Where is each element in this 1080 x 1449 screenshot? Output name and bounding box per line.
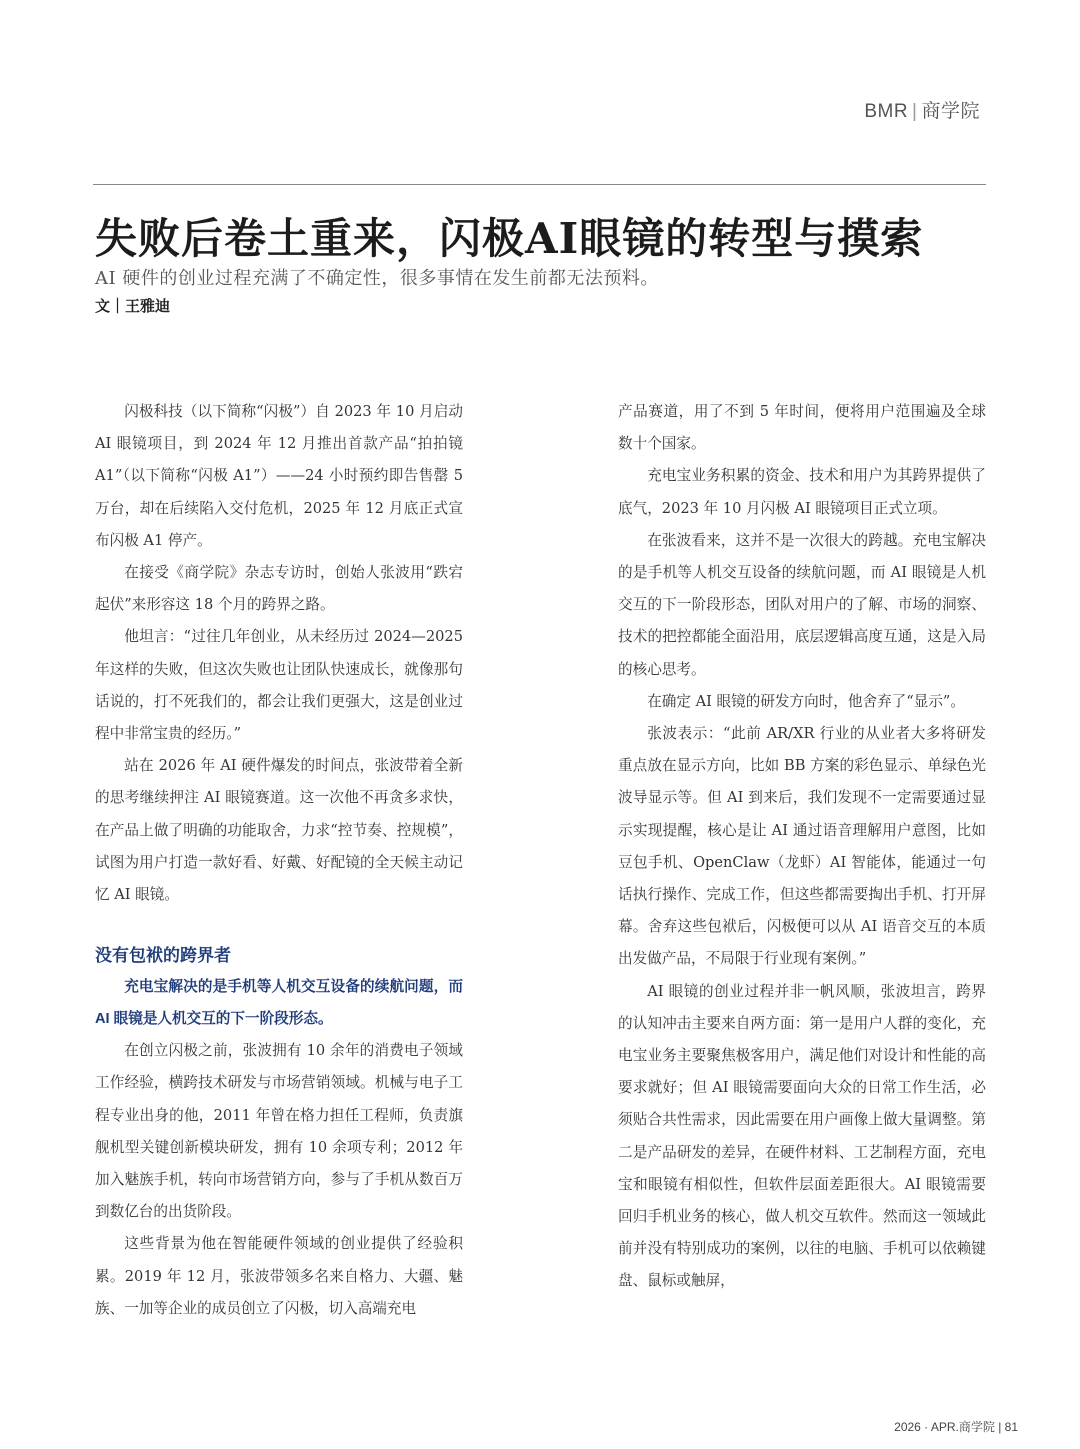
section-name: 商学院 bbox=[921, 101, 980, 122]
paragraph: 在创立闪极之前，张波拥有 10 余年的消费电子领域工作经验，横跨技术研发与市场营销领域。机械与电子工程专业出身的他，2011 年曾在格力担任工程师，负责旗舰机型关键创新模块研发，拥有 10 余项专利；2012 年加入魅族手机，转向市场营销方向，参与了手机从数百万到数亿台的出货阶段。 bbox=[95, 1042, 463, 1221]
masthead-divider: | bbox=[912, 101, 918, 122]
brand-name: BMR bbox=[864, 101, 909, 122]
paragraph: 在接受《商学院》杂志专访时，创始人张波用“跌宕起伏”来形容这 18 个月的跨界之路。 bbox=[95, 564, 463, 614]
header-rule bbox=[93, 184, 986, 185]
byline: 文｜王雅迪 bbox=[95, 298, 171, 315]
paragraph: 在确定 AI 眼镜的研发方向时，他舍弃了“显示”。 bbox=[647, 692, 965, 710]
paragraph: AI 眼镜的创业过程并非一帆风顺，张波坦言，跨界的认知冲击主要来自两方面：第一是用户人群的变化，充电宝业务主要聚焦极客用户，满足他们对设计和性能的高要求就好；但 AI 眼镜需要面向大众的日常工作生活，必须贴合共性需求，因此需要在用户画像上做大量调整。第二是产品研发的差异，在硬件材料、工艺制程方面，充电宝和眼镜有相似性，但软件层面差距很大。AI 眼镜需要回归手机业务的核心，做人机交互软件。然而这一领域此前并没有特别成功的案例，以往的电脑、手机可以依赖键盘、鼠标或触屏， bbox=[618, 982, 986, 1290]
article-subtitle: AI 硬件的创业过程充满了不确定性，很多事情在发生前都无法预料。 bbox=[95, 268, 659, 289]
paragraph: 闪极科技（以下简称“闪极”）自 2023 年 10 月启动 AI 眼镜项目，到 2024 年 12 月推出首款产品“拍拍镜 A1”（以下简称“闪极 A1”）——24 小时预约即告售罄 5 万台，却在后续陷入交付危机，2025 年 12 月底正式宣布闪极 A1 停产。 bbox=[95, 403, 463, 549]
paragraph: 在张波看来，这并不是一次很大的跨越。充电宝解决的是手机等人机交互设备的续航问题，而 AI 眼镜是人机交互的下一阶段形态，团队对用户的了解、市场的洞察、技术的把控都能全面沿用，底层逻辑高度互通，这是入局的核心思考。 bbox=[618, 531, 986, 678]
article-title: 失败后卷土重来，闪极AI眼镜的转型与摸索 bbox=[95, 214, 924, 263]
section-lead: 充电宝解决的是手机等人机交互设备的续航问题，而 AI 眼镜是人机交互的下一阶段形态。 bbox=[95, 979, 463, 1028]
masthead bbox=[864, 96, 980, 123]
paragraph: 这些背景为他在智能硬件领域的创业提供了经验积累。2019 年 12 月，张波带领多名来自格力、大疆、魅族、一加等企业的成员创立了闪极，切入高端充电 bbox=[95, 1235, 463, 1317]
paragraph: 他坦言：“过往几年创业，从未经历过 2024—2025 年这样的失败，但这次失败也让团队快速成长，就像那句话说的，打不死我们的，都会让我们更强大，这是创业过程中非常宝贵的经历。” bbox=[95, 628, 463, 743]
left-column bbox=[95, 396, 463, 1325]
section-heading: 没有包袱的跨界者 bbox=[95, 946, 231, 966]
paragraph: 张波表示：“此前 AR/XR 行业的从业者大多将研发重点放在显示方向，比如 BB 方案的彩色显示、单绿色光波导显示等。但 AI 到来后，我们发现不一定需要通过显示实现提醒，核心是让 AI 通过语音理解用户意图，比如豆包手机、OpenClaw（龙虾）AI 智能体，能通过一句话执行操作、完成工作，但这些都需要掏出手机、打开屏幕。舍弃这些包袱后，闪极便可以从 AI 语音交互的本质出发做产品，不局限于行业现有案例。” bbox=[618, 725, 986, 968]
paragraph: 充电宝业务积累的资金、技术和用户为其跨界提供了底气，2023 年 10 月闪极 AI 眼镜项目正式立项。 bbox=[618, 467, 986, 517]
paragraph-continued: 产品赛道，用了不到 5 年时间，便将用户范围遍及全球数十个国家。 bbox=[618, 403, 986, 453]
right-column bbox=[618, 396, 986, 1298]
page-footer: 2026 · APR.商学院 | 81 bbox=[894, 1420, 1018, 1434]
paragraph: 站在 2026 年 AI 硬件爆发的时间点，张波带着全新的思考继续押注 AI 眼镜赛道。这一次他不再贪多求快，在产品上做了明确的功能取舍，力求“控节奏、控规模”，试图为用户打造一款好看、好戴、好配镜的全天候主动记忆 AI 眼镜。 bbox=[95, 757, 463, 904]
